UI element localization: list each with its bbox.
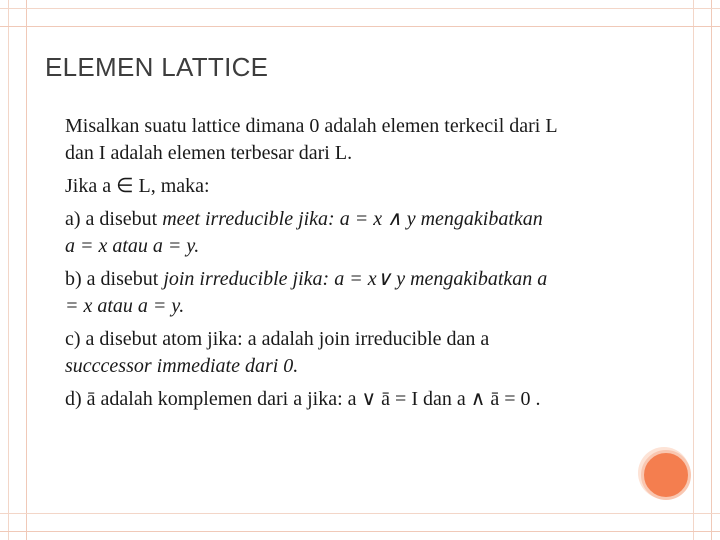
intro-line-2: dan I adalah elemen terbesar dari L. bbox=[65, 142, 353, 164]
paragraph-condition bbox=[65, 173, 665, 200]
slide-body bbox=[65, 113, 665, 419]
item-b bbox=[65, 266, 665, 320]
intro-line-1: Misalkan suatu lattice dimana 0 adalah elemen terkecil dari L bbox=[65, 115, 558, 137]
item-d bbox=[65, 386, 665, 413]
frame-top-stripe bbox=[0, 8, 720, 27]
slide-title: ELEMEN LATTICE bbox=[45, 52, 269, 82]
item-c-definition-cont: succcessor immediate dari 0. bbox=[65, 355, 299, 377]
paragraph-intro bbox=[65, 113, 665, 167]
frame-bottom-stripe bbox=[0, 513, 720, 532]
frame-left-stripe bbox=[8, 0, 27, 540]
item-d-text: d) ā adalah komplemen dari a jika: a ∨ ā = I dan a ∧ ā = 0 . bbox=[65, 388, 541, 410]
item-a-prefix: a) a disebut bbox=[65, 208, 163, 230]
item-b-definition: join irreducible jika: a = x∨ y mengakibatkan a bbox=[163, 268, 548, 290]
item-b-prefix: b) a disebut bbox=[65, 268, 164, 290]
frame-right-stripe bbox=[693, 0, 712, 540]
item-a bbox=[65, 206, 665, 260]
item-c bbox=[65, 326, 665, 380]
condition-line: Jika a ∈ L, maka: bbox=[65, 175, 210, 197]
item-a-definition: meet irreducible jika: a = x ∧ y mengakibatkan bbox=[162, 208, 543, 230]
item-b-definition-cont: = x atau a = y. bbox=[65, 295, 185, 317]
item-c-text: c) a disebut atom jika: a adalah join irreducible dan a bbox=[65, 328, 490, 350]
decorative-circle bbox=[641, 450, 691, 500]
item-a-definition-cont: a = x atau a = y. bbox=[65, 235, 200, 257]
